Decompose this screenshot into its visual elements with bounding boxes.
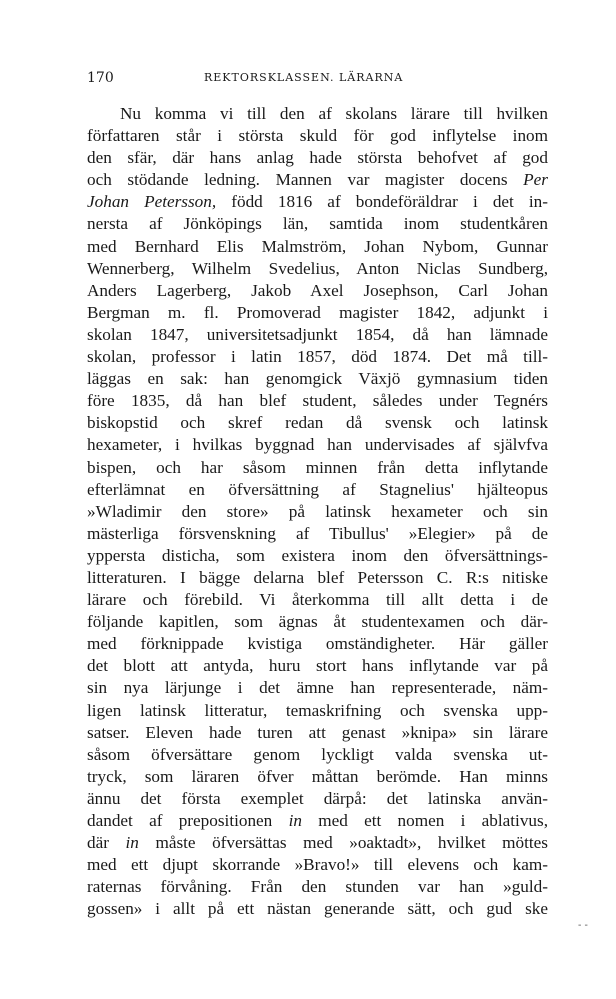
text-segment: yppersta disticha, som existera inom den öfversättnings- bbox=[87, 545, 548, 565]
text-segment: hexameter, i hvilkas byggnad han undervisades af självfva bbox=[87, 435, 548, 455]
italic-text: Per bbox=[523, 170, 548, 190]
text-segment: mästerliga försvenskning af Tibullus' »Elegier» på de bbox=[87, 523, 548, 543]
text-segment: skolan, professor i latin 1857, död 1874. Det må till- bbox=[87, 347, 548, 367]
text-line bbox=[87, 898, 548, 920]
text-segment: dandet af prepositionen bbox=[87, 811, 289, 830]
page-header bbox=[87, 70, 547, 90]
text-line bbox=[87, 390, 548, 412]
text-line bbox=[87, 258, 548, 280]
text-line bbox=[87, 434, 548, 456]
text-segment: tryck, som läraren öfver måttan berömde. Han minns bbox=[87, 766, 548, 786]
text-segment: det blott att antyda, huru stort hans inflytande var på bbox=[87, 656, 548, 676]
text-line bbox=[87, 589, 548, 611]
text-segment: Nu komma vi till den af skolans lärare till hvilken bbox=[120, 104, 548, 123]
text-line bbox=[87, 810, 548, 832]
text-line bbox=[87, 722, 548, 744]
text-segment: skolan 1847, universitetsadjunkt 1854, då han lämnade bbox=[87, 324, 548, 344]
text-line bbox=[87, 280, 548, 302]
text-line bbox=[87, 457, 548, 479]
text-segment: efterlämnat en öfversättning af Stagnelius' hjälteopus bbox=[87, 479, 548, 499]
text-segment: med ett nomen i ablativus, bbox=[301, 811, 548, 830]
text-line bbox=[87, 479, 548, 501]
text-line bbox=[87, 655, 548, 677]
text-line bbox=[87, 147, 548, 169]
text-segment: med ett djupt skorrande »Bravo!» till elevens och kam- bbox=[87, 855, 548, 875]
text-segment: läggas en sak: han genomgick Växjö gymnasium tiden bbox=[87, 369, 548, 389]
running-head: REKTORSKLASSEN. LÄRARNA bbox=[204, 71, 404, 84]
text-line bbox=[87, 302, 548, 324]
italic-text: in bbox=[288, 811, 302, 830]
text-line bbox=[87, 236, 548, 258]
text-segment: gossen» i allt på ett nästan generande sätt, och gud ske bbox=[87, 899, 548, 919]
text-line bbox=[87, 876, 548, 898]
text-line bbox=[87, 346, 548, 368]
text-segment: med Bernhard Elis Malmström, Johan Nybom, Gunnar bbox=[87, 236, 548, 256]
page-number: 170 bbox=[87, 70, 114, 86]
text-segment: bispen, och har såsom minnen från detta inflytande bbox=[87, 457, 548, 477]
text-segment: ännu det första exemplet därpå: det latinska använ- bbox=[87, 788, 548, 808]
text-line bbox=[87, 633, 548, 655]
text-line bbox=[87, 611, 548, 633]
text-line bbox=[87, 854, 548, 876]
text-segment: den sfär, där hans anlag hade största behofvet af god bbox=[87, 148, 548, 168]
text-line bbox=[87, 169, 548, 191]
italic-text: Johan Petersson, bbox=[87, 192, 217, 212]
text-segment: och stödande ledning. Mannen var magister docens bbox=[87, 170, 524, 190]
text-line bbox=[87, 501, 548, 523]
text-segment: lärare och förebild. Vi återkomma till allt detta i de bbox=[87, 590, 548, 610]
margin-mark: - - bbox=[578, 920, 588, 931]
text-line bbox=[87, 677, 548, 699]
text-line bbox=[87, 744, 548, 766]
text-line bbox=[87, 567, 548, 589]
text-segment: född 1816 af bondeföräldrar i det in- bbox=[216, 192, 548, 212]
text-segment: satser. Eleven hade turen att genast »knipa» sin lärare bbox=[87, 722, 548, 742]
text-line bbox=[87, 545, 548, 567]
text-segment: där bbox=[87, 833, 126, 853]
text-line bbox=[87, 324, 548, 346]
text-line bbox=[87, 368, 548, 390]
text-segment: måste öfversättas med »oaktadt», hvilket möttes bbox=[138, 833, 548, 853]
text-segment: före 1835, då han blef student, således under Tegnérs bbox=[87, 391, 548, 411]
text-line bbox=[87, 125, 548, 147]
text-segment: nersta af Jönköpings län, samtida inom studentkåren bbox=[87, 214, 548, 234]
text-line bbox=[87, 700, 548, 722]
text-line bbox=[87, 788, 548, 810]
text-line bbox=[87, 766, 548, 788]
text-segment: »Wladimir den store» på latinsk hexameter och sin bbox=[87, 501, 548, 521]
text-segment: Bergman m. fl. Promoverad magister 1842, adjunkt i bbox=[87, 302, 548, 322]
body-text bbox=[87, 103, 548, 920]
text-segment: sin nya lärjunge i det ämne han representerade, näm- bbox=[87, 678, 548, 698]
text-line bbox=[87, 191, 548, 213]
text-segment: författaren står i största skuld för god inflytelse inom bbox=[87, 126, 548, 146]
text-segment: Wennerberg, Wilhelm Svedelius, Anton Niclas Sundberg, bbox=[87, 258, 548, 278]
text-segment: biskopstid och skref redan då svensk och latinsk bbox=[87, 413, 548, 433]
text-line bbox=[87, 832, 548, 854]
text-line bbox=[87, 213, 548, 235]
text-segment: såsom öfversättare genom lyckligt valda svenska ut- bbox=[87, 744, 548, 764]
text-segment: följande kapitlen, som ägnas åt studentexamen och där- bbox=[87, 612, 548, 632]
text-line bbox=[87, 523, 548, 545]
text-segment: med förknippade kvistiga omständigheter. Här gäller bbox=[87, 634, 548, 654]
text-segment: Anders Lagerberg, Jakob Axel Josephson, Carl Johan bbox=[87, 280, 548, 300]
italic-text: in bbox=[125, 833, 139, 853]
text-segment: litteraturen. I bägge delarna blef Petersson C. R:s nitiske bbox=[87, 567, 548, 587]
text-segment: ligen latinsk litteratur, temaskrifning och svenska upp- bbox=[87, 700, 548, 720]
text-segment: raternas förvåning. Från den stunden var han »guld- bbox=[87, 877, 548, 897]
text-line bbox=[87, 103, 548, 125]
text-line bbox=[87, 412, 548, 434]
